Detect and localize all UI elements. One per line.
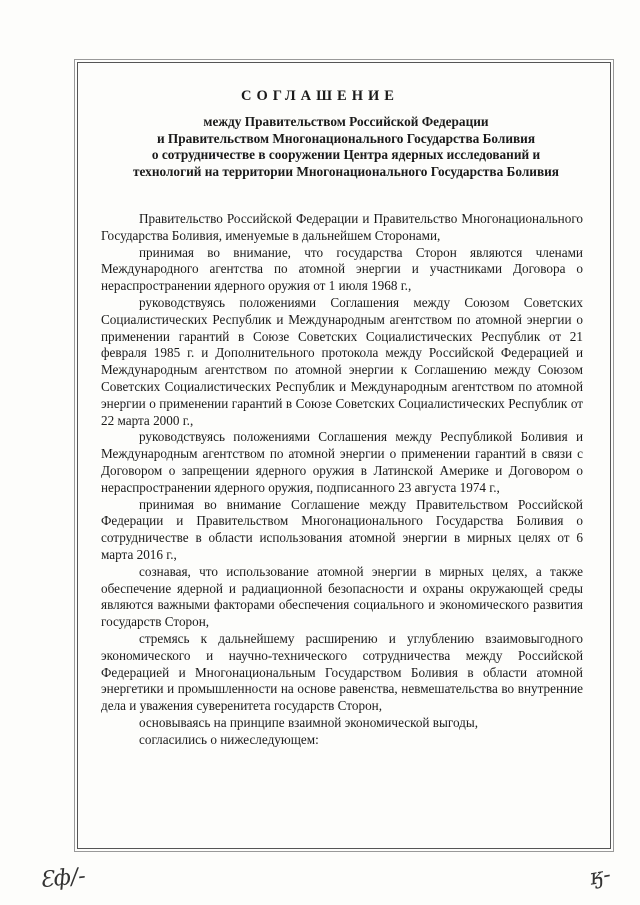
preamble-paragraph: руководствуясь положениями Соглашения между Союзом Советских Социалистических Республик и Международным агентством по атомной энергии о применении гарантий в Союзе Советских Социалистических Республик от 21 февраля 1985 г. и Дополнительного протокола между Российской Федерацией и Международным агентством по атомной энергии к Соглашению между Союзом Советских Социалистических Республик и Международным агентством по атомной энергии о применении гарантий в Союзе Советских Социалистических Республик от 22 марта 2000 г., bbox=[101, 294, 583, 428]
subtitle-line: между Правительством Российской Федерации bbox=[203, 114, 489, 129]
subtitle-line: технологий на территории Многонационального Государства Боливия bbox=[133, 163, 559, 179]
preamble-paragraph: принимая во внимание Соглашение между Правительством Российской Федерации и Правительством Многонационального Государства Боливия о сотрудничестве в области использования атомной энергии в мирных целях от 6 марта 2016 г., bbox=[101, 496, 583, 562]
subtitle-line: о сотрудничестве в сооружении Центра ядерных исследований и bbox=[151, 147, 541, 162]
document-title: СОГЛАШЕНИЕ bbox=[241, 88, 399, 104]
preamble-paragraph: основываясь на принципе взаимной экономической выгоды, bbox=[139, 714, 479, 730]
preamble-paragraph: сознавая, что использование атомной энергии в мирных целях, а также обеспечение ядерной и радиационной безопасности и охраны окружающей среды являются важными факторами обеспечения социального и экономического развития государств Сторон, bbox=[101, 563, 583, 630]
preamble-paragraph: принимая во внимание, что государства Сторон являются членами Международного агентства по атомной энергии и участниками Договора о нераспространении ядерного оружия от 1 июля 1968 г., bbox=[101, 244, 583, 294]
handwritten-initials-left: Ɛф/- bbox=[38, 863, 87, 894]
preamble-paragraph: стремясь к дальнейшему расширению и углублению взаимовыгодного экономического и научно-технического сотрудничества между Российской Федерацией и Многонациональным Государством Боливия в области атомной энергетики и промышленности на основе равенства, невмешательства во внутренние дела и уважения суверенитета государств Сторон, bbox=[101, 630, 583, 714]
subtitle-line: и Правительством Многонационального Государства Боливия bbox=[156, 130, 536, 146]
handwritten-initials-right: ӄ- bbox=[587, 862, 613, 891]
document-subtitle bbox=[92, 114, 600, 180]
preamble-paragraph: Правительство Российской Федерации и Правительство Многонационального Государства Боливия, именуемые в дальнейшем Сторонами, bbox=[101, 211, 583, 243]
preamble-paragraph: согласились о нижеследующем: bbox=[139, 731, 319, 747]
preamble-paragraph: руководствуясь положениями Соглашения между Республикой Боливия и Международным агентством по атомной энергии о применении гарантий в связи с Договором о запрещении ядерного оружия в Латинской Америке и Договором о нераспространении ядерного оружия, подписанного 23 августа 1974 г., bbox=[101, 429, 583, 495]
agreement-preamble bbox=[101, 211, 583, 749]
